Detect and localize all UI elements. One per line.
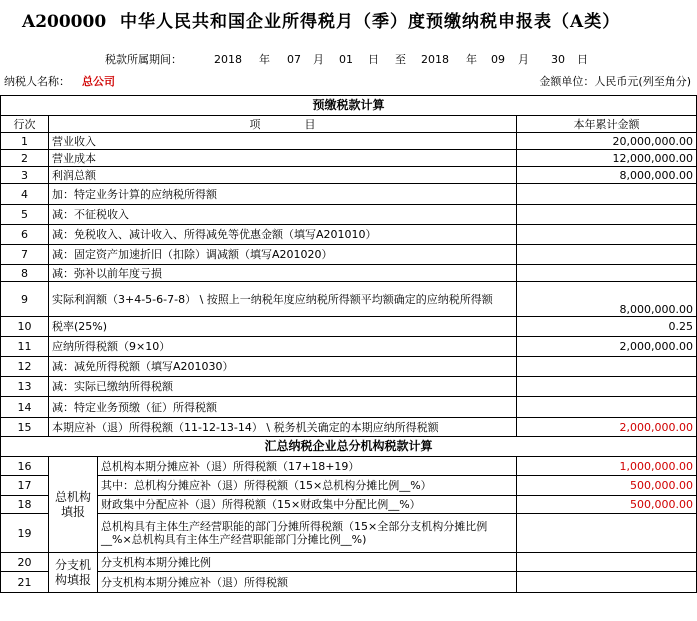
table-row [1,282,697,317]
row-number: 4 [1,184,49,205]
taxpayer-name: 总公司 [82,75,115,88]
table-row [1,265,697,282]
table-row [1,377,697,397]
table-row [1,167,697,184]
row-item: 减：不征税收入 [49,205,517,225]
row-number: 2 [1,150,49,167]
table-row [1,337,697,357]
day-unit: 日 [368,53,379,66]
end-day: 30 [551,53,565,66]
month-unit: 月 [518,53,529,66]
year-unit: 年 [466,53,477,66]
period-label: 税款所属期间： [105,53,182,66]
row-item: 总机构具有主体生产经营职能的部门分摊所得税额（15×全部分支机构分摊比例__%×总机构具有主体生产经营职能部门分摊比例__%) [98,514,517,553]
table-row [1,357,697,377]
table-row [1,457,697,476]
row-item: 税率(25%) [49,317,517,337]
declaration-table [0,95,697,593]
row-amount [517,514,697,553]
row-amount: 8,000,000.00 [517,282,697,317]
taxpayer-label: 纳税人名称： [4,75,70,88]
row-amount: 0.25 [517,317,697,337]
row-item: 减：固定资产加速折旧（扣除）调减额（填写A201020） [49,245,517,265]
row-item: 减：实际已缴纳所得税额 [49,377,517,397]
row-item: 分支机构本期分摊比例 [98,553,517,572]
row-item: 减：特定业务预缴（征）所得税额 [49,397,517,418]
day-unit: 日 [577,53,588,66]
table-row [1,150,697,167]
form-name: 中华人民共和国企业所得税月（季）度预缴纳税申报表（A类） [120,12,621,32]
row-amount [517,265,697,282]
row-amount: 500,000.00 [517,476,697,496]
row-item: 营业收入 [49,133,517,150]
row-item: 营业成本 [49,150,517,167]
form-code: A200000 [22,12,107,32]
tax-period [0,50,697,70]
row-item: 应纳所得税额（9×10） [49,337,517,357]
period-to: 至 [395,53,406,66]
row-number: 9 [1,282,49,317]
row-amount [517,184,697,205]
row-number: 15 [1,418,49,437]
row-number: 18 [1,496,49,514]
row-number: 20 [1,553,49,572]
group-head-office: 总机构填报 [49,457,98,553]
start-day: 01 [339,53,353,66]
row-amount: 2,000,000.00 [517,418,697,437]
row-number: 10 [1,317,49,337]
table-row [1,496,697,514]
row-amount [517,553,697,572]
table-row [1,418,697,437]
row-amount: 500,000.00 [517,496,697,514]
table-row [1,317,697,337]
end-year: 2018 [421,53,449,66]
year-unit: 年 [259,53,270,66]
row-number: 12 [1,357,49,377]
row-amount: 2,000,000.00 [517,337,697,357]
start-year: 2018 [214,53,242,66]
row-number: 16 [1,457,49,476]
row-number: 5 [1,205,49,225]
header-item: 项 目 [49,116,517,133]
table-row [1,553,697,572]
row-amount [517,205,697,225]
row-amount: 12,000,000.00 [517,150,697,167]
row-item: 减：弥补以前年度亏损 [49,265,517,282]
row-item: 加：特定业务计算的应纳税所得额 [49,184,517,205]
row-number: 1 [1,133,49,150]
month-unit: 月 [313,53,324,66]
group-branch: 分支机构填报 [49,553,98,593]
row-item: 减：减免所得税额（填写A201030） [49,357,517,377]
row-item: 分支机构本期分摊应补（退）所得税额 [98,572,517,593]
amount-unit: 金额单位：人民币元(列至角分) [539,75,691,88]
row-number: 8 [1,265,49,282]
row-item: 总机构本期分摊应补（退）所得税额（17+18+19） [98,457,517,476]
row-number: 13 [1,377,49,397]
row-item: 利润总额 [49,167,517,184]
section-consolidated-title: 汇总纳税企业总分机构税款计算 [1,437,697,457]
row-amount [517,397,697,418]
row-item: 实际利润额（3+4-5-6-7-8） \ 按照上一纳税年度应纳税所得额平均额确定的应纳税所得额 [49,282,517,317]
table-row [1,133,697,150]
row-amount: 1,000,000.00 [517,457,697,476]
row-number: 17 [1,476,49,496]
table-row [1,245,697,265]
row-amount [517,572,697,593]
table-row [1,397,697,418]
row-amount [517,245,697,265]
table-row [1,514,697,553]
form-title [0,0,697,44]
row-number: 7 [1,245,49,265]
row-number: 14 [1,397,49,418]
row-item: 本期应补（退）所得税额（11-12-13-14） \ 税务机关确定的本期应纳所得税额 [49,418,517,437]
table-row [1,572,697,593]
table-row [1,476,697,496]
row-number: 3 [1,167,49,184]
row-amount: 20,000,000.00 [517,133,697,150]
table-row [1,205,697,225]
row-number: 19 [1,514,49,553]
start-month: 07 [287,53,301,66]
header-row-no: 行次 [1,116,49,133]
end-month: 09 [491,53,505,66]
row-item: 其中：总机构分摊应补（退）所得税额（15×总机构分摊比例__%） [98,476,517,496]
row-amount [517,377,697,397]
row-amount [517,357,697,377]
row-amount [517,225,697,245]
row-item: 减：免税收入、减计收入、所得减免等优惠金额（填写A201010） [49,225,517,245]
row-amount: 8,000,000.00 [517,167,697,184]
row-number: 11 [1,337,49,357]
row-number: 6 [1,225,49,245]
section-prepay-title: 预缴税款计算 [1,96,697,116]
table-row [1,225,697,245]
table-row [1,184,697,205]
row-item: 财政集中分配应补（退）所得税额（15×财政集中分配比例__%） [98,496,517,514]
header-amount: 本年累计金额 [517,116,697,133]
row-number: 21 [1,572,49,593]
